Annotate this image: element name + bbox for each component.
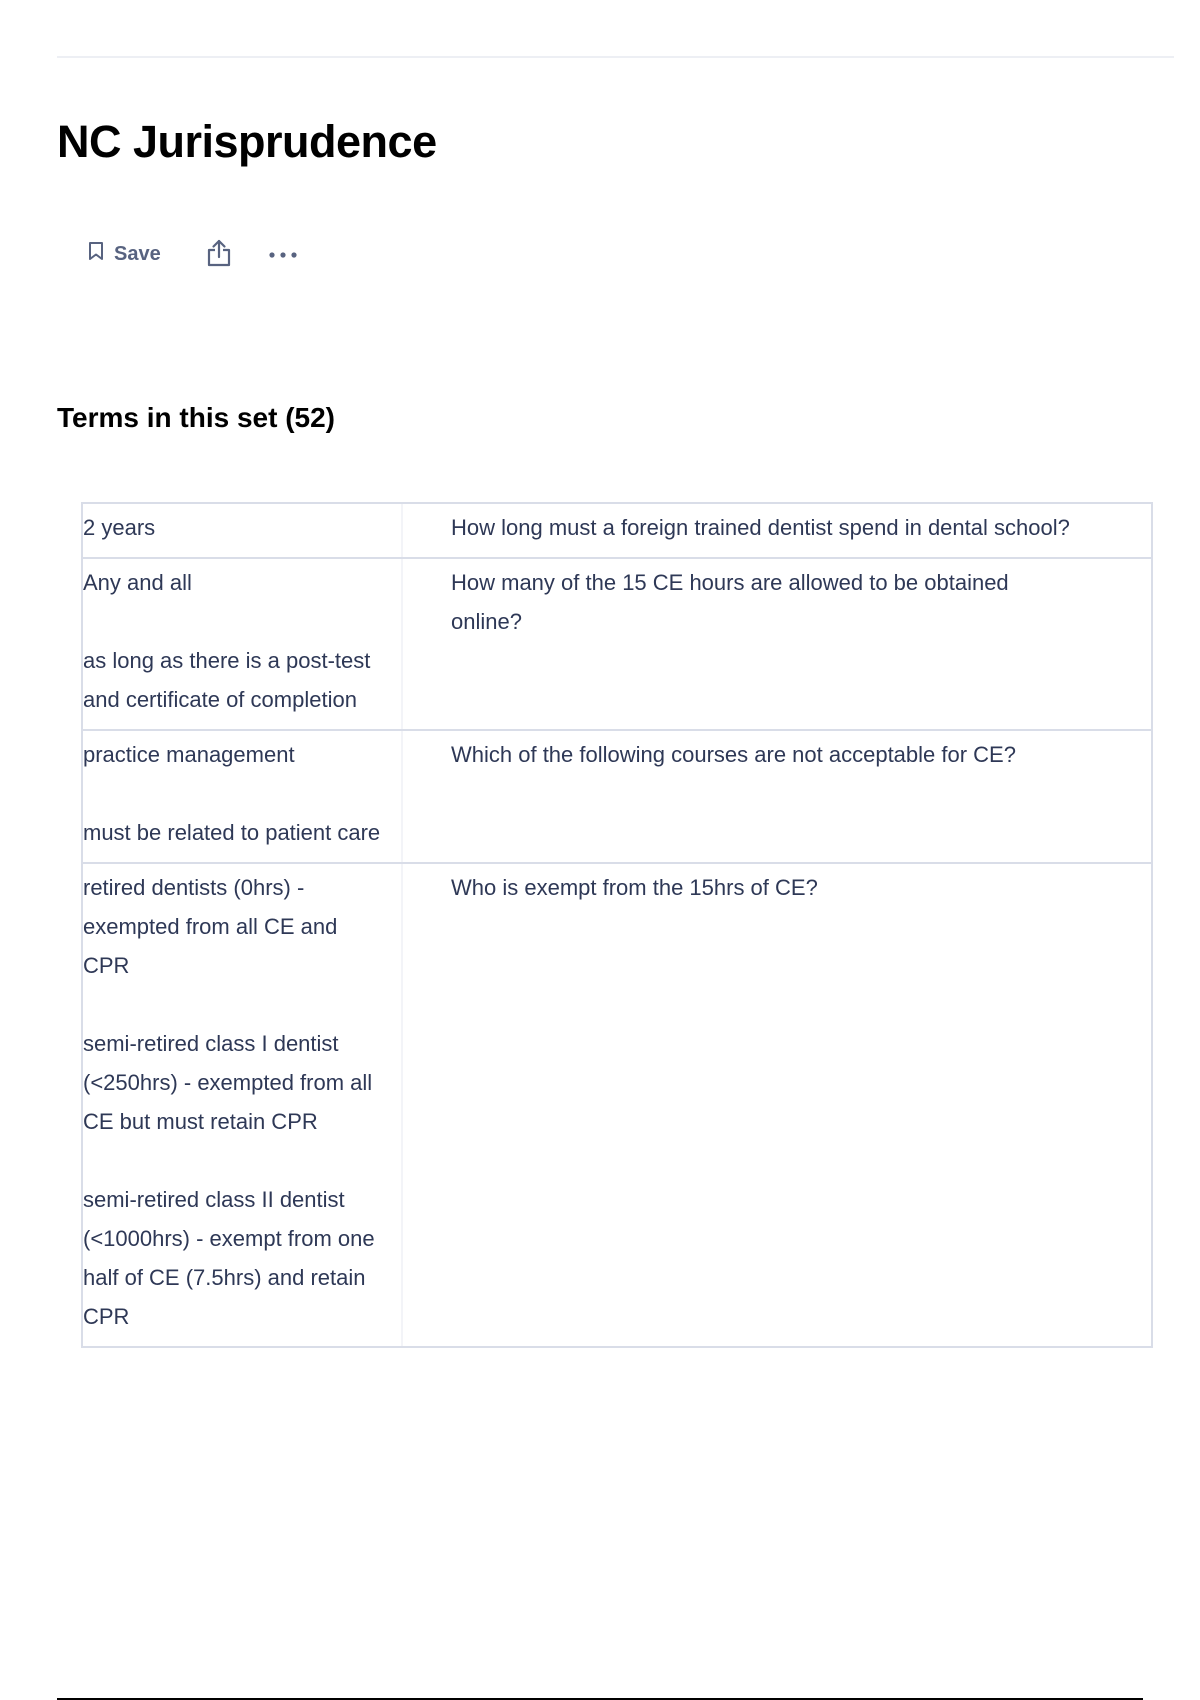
- term-cell: [83, 559, 403, 729]
- term-row: [83, 729, 1151, 862]
- definition-cell: How long must a foreign trained dentist spend in dental school?: [451, 515, 1070, 540]
- terms-table: [81, 502, 1153, 1348]
- definition-cell: Which of the following courses are not acceptable for CE?: [451, 742, 1016, 767]
- top-divider: [57, 56, 1174, 58]
- save-label: Save: [114, 242, 161, 265]
- term-text: semi-retired class II dentist (<1000hrs) - exempt from one half of CE (7.5hrs) and retain CPR: [83, 1187, 375, 1329]
- definition-cell: Who is exempt from the 15hrs of CE?: [451, 875, 818, 900]
- term-text: practice management: [83, 742, 295, 767]
- term-cell: [83, 731, 403, 862]
- more-options-button[interactable]: [261, 232, 305, 276]
- term-text: retired dentists (0hrs) - exempted from all CE and CPR: [83, 875, 338, 978]
- toolbar: [78, 232, 305, 276]
- share-icon: [206, 238, 232, 271]
- term-text: semi-retired class I dentist (<250hrs) - exempted from all CE but must retain CPR: [83, 1031, 373, 1134]
- term-text: as long as there is a post-test and certificate of completion: [83, 648, 371, 712]
- term-text: must be related to patient care: [83, 820, 381, 845]
- term-row: [83, 557, 1151, 729]
- definition-cell: How many of the 15 CE hours are allowed to be obtained online?: [451, 570, 1009, 634]
- bookmark-icon: [88, 241, 104, 267]
- term-text: Any and all: [83, 570, 192, 595]
- terms-heading: Terms in this set (52): [57, 402, 336, 433]
- term-row: [83, 862, 1151, 1346]
- more-icon: [268, 247, 298, 262]
- share-button[interactable]: [197, 232, 241, 276]
- page-title: NC Jurisprudence: [57, 116, 437, 167]
- term-cell: [83, 864, 403, 1346]
- term-row: [83, 504, 1151, 557]
- save-button[interactable]: [78, 232, 171, 276]
- term-cell: [83, 504, 403, 557]
- term-text: 2 years: [83, 515, 156, 540]
